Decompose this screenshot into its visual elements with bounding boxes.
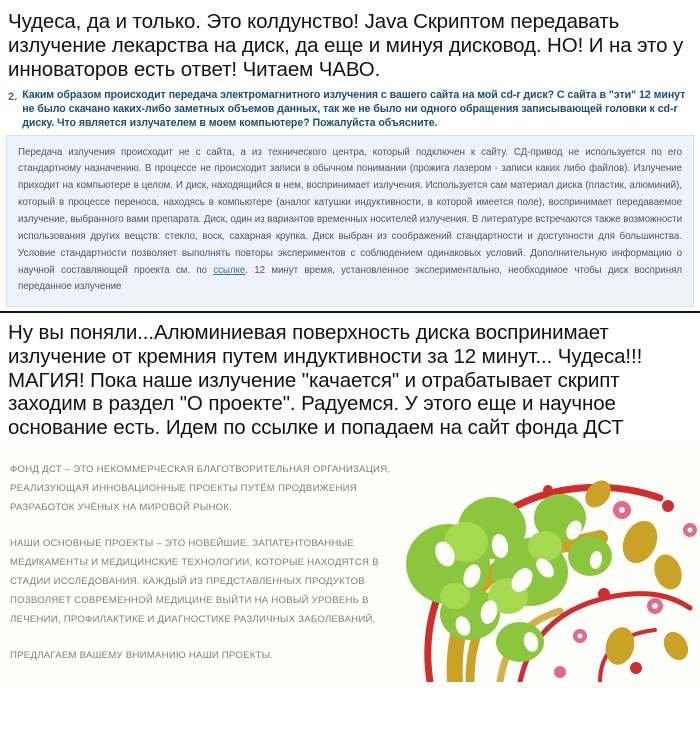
fund-paragraph-1: ФОНД ДСТ – ЭТО НЕКОММЕРЧЕСКАЯ БЛАГОТВОРИТЕЛЬНАЯ ОРГАНИЗАЦИЯ, РЕАЛИЗУЮЩАЯ ИННОВАЦИОННЫЕ ПРОЕКТЫ ПУТЁМ ПРОДВИЖЕНИЯ РАЗРАБОТОК УЧЁНЫХ НА МИРОВОЙ РЫНОК. <box>10 464 391 514</box>
faq-answer-part-1: Передача излучения происходит не с сайта, а из технического центра, который подключен к сайту. СД-привод не используется по его стандартному назначению. В процессе не происходит записи в обычном понимании (прожига лазером - записи каких либо файлов). Излучение приходит на компьютере в целом. И диск, находящийся в нем, воспринимает излучения. Используется сам материал диска (пластик, алюминий), который в процессе переноса, находясь в компьютере (аналог катушки индуктивности, в которой имеется поле), воспринимает передаваемое излучение, выбранного вами препарата. Диск, один из вариантов временных носителей излучения. В литературе встречаются также возможности использования других вещств: стекло, воск, сахарная крупка. Диск выбран из соображений стандартности и доступности для большинства. Условие стандартности позволяет выполнять повторы экспериментов с соблюдением одинаковых условий. Дополнительную информацию о научной составляющей проекта см. по <box>18 146 682 276</box>
commentary-bottom: Ну вы поняли...Алюминиевая поверхность диска воспринимает излучение от кремния путем индуктивности за 12 минут... Чудеса!!! МАГИЯ! Пока наше излучение "качается" и отрабатывает скрипт заходим в раздел "О проекте". Радуемся. У этого еще и научное основание есть. Идем по ссылке и попадаем на сайт фонда ДСТ <box>8 321 643 440</box>
faq-answer-link[interactable]: ссылке <box>213 264 246 276</box>
faq-question-row <box>6 85 694 134</box>
faq-question-text: Каким образом происходит передача электромагнитного излучения с вашего сайта на мой cd-r диск? С сайта в "эти" 12 минут не было скачано каких-либо заметных объемов данных, так же не было ни одного обращения записывающей головки к cd-r диску. Что является излучателем в моем компьютере? Пожалуйста объясните. <box>22 89 686 129</box>
commentary-top: Чудеса, да и только. Это колдунство! Java Скриптом передавать излучение лекарства на диск, да еще и минуя дисковод. НО! И на это у инноваторов есть ответ! Читаем ЧАВО. <box>8 10 684 81</box>
faq-screenshot <box>0 83 700 311</box>
fund-banner <box>0 446 700 682</box>
fund-banner-text <box>10 460 395 665</box>
fund-paragraph-3: ПРЕДЛАГАЕМ ВАШЕМУ ВНИМАНИЮ НАШИ ПРОЕКТЫ. <box>10 649 274 661</box>
faq-answer <box>6 135 694 308</box>
fund-paragraph-2: НАШИ ОСНОВНЫЕ ПРОЕКТЫ – ЭТО НОВЕЙШИЕ, ЗАПАТЕНТОВАННЫЕ МЕДИКАМЕНТЫ И МЕДИЦИНСКИЕ ТЕХНОЛОГИИ, КОТОРЫЕ НАХОДЯТСЯ В СТАДИИ ИССЛЕДОВАНИЯ. КАЖДЫЙ ИЗ ПРЕДСТАВЛЕННЫХ ПРОДУКТОВ ПОЗВОЛЯЕТ СОВРЕМЕННОЙ МЕДИЦИНЕ ВЫЙТИ НА НОВЫЙ УРОВЕНЬ В ЛЕЧЕНИИ, ПРОФИЛАКТИКЕ И ДИАГНОСТИКЕ РАЗЛИЧНЫХ ЗАБОЛЕВАНИЙ. <box>10 537 379 626</box>
faq-question-number: 2. <box>8 91 18 104</box>
faq-answer-part-2: . 12 минут время, установленное экспериментально, необходимое чтобы диск воспринял переданное излучение <box>18 264 683 293</box>
